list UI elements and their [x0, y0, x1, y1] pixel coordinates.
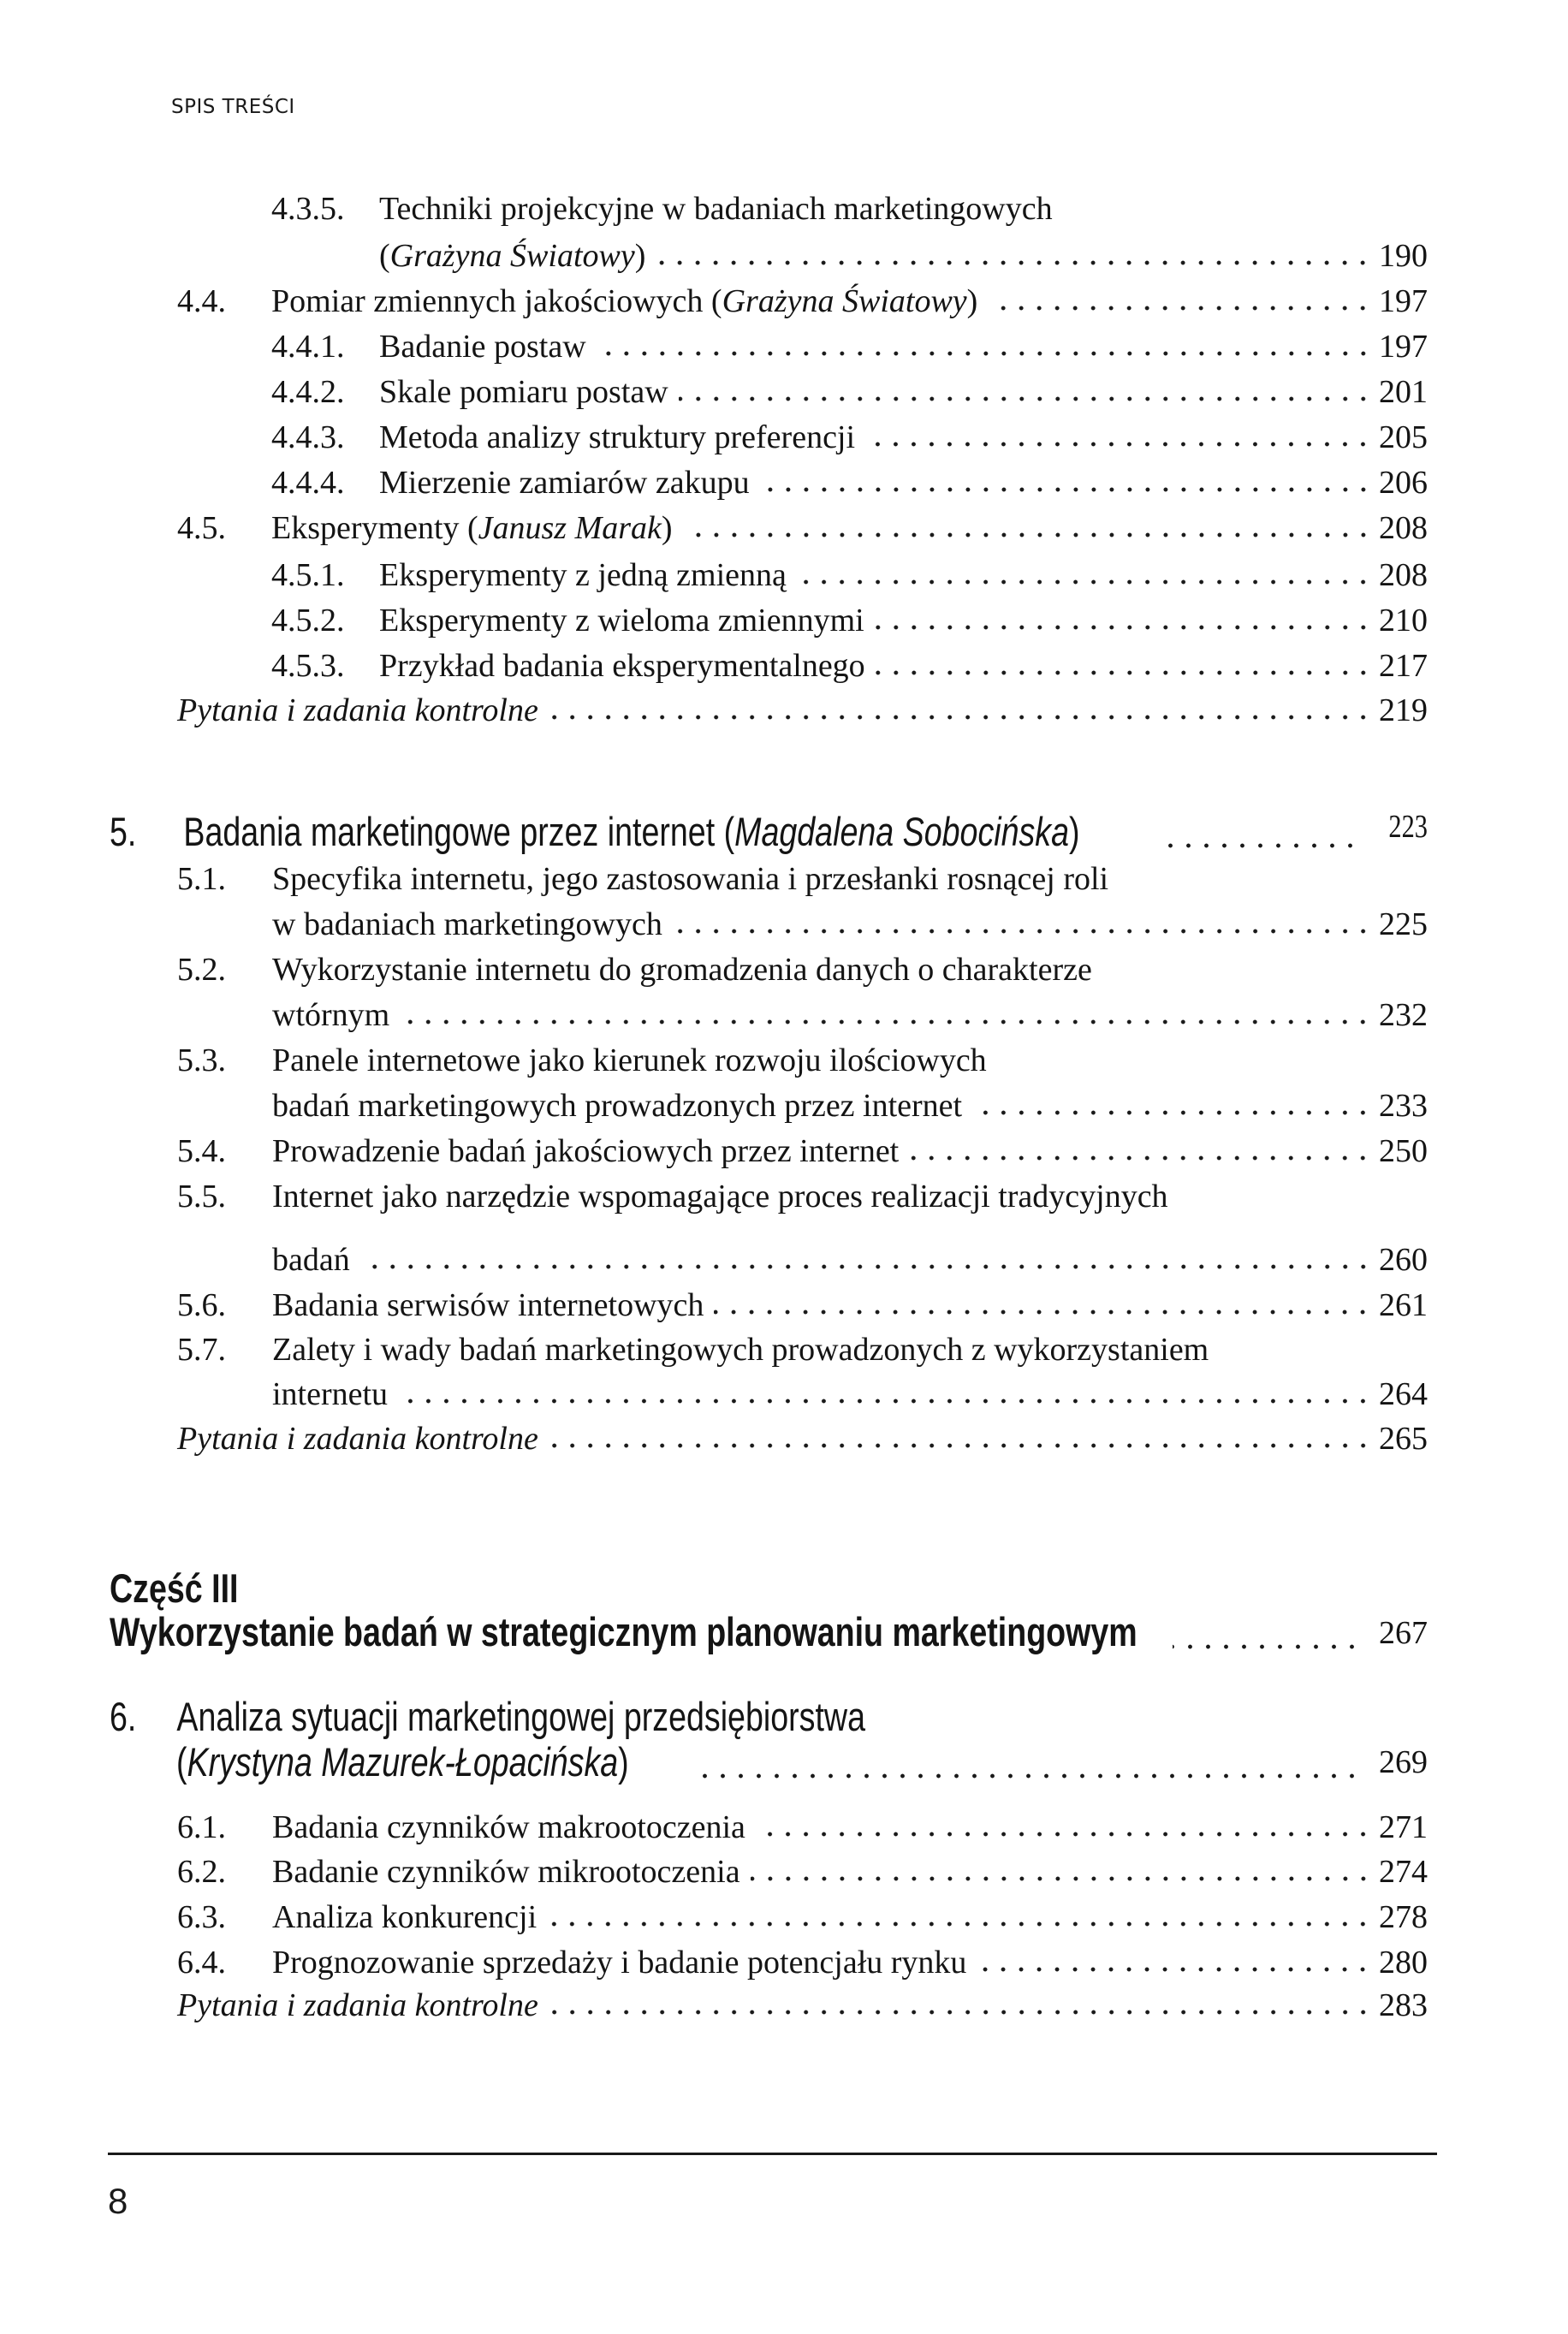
- entry-author: Janusz Marak: [478, 510, 662, 546]
- toc-entry-6-3[interactable]: [177, 1898, 1428, 1936]
- entry-number: 4.4.2.: [271, 374, 345, 410]
- toc-entry-6-4[interactable]: [177, 1944, 1428, 1981]
- dot-leader: [398, 1399, 1372, 1404]
- entry-number: 6.3.: [177, 1899, 226, 1935]
- toc-entry-5-5-cont[interactable]: [272, 1241, 1428, 1279]
- entry-number: 4.5.: [177, 510, 226, 546]
- entry-number: 5.1.: [177, 861, 226, 897]
- dot-leader: [1173, 1644, 1361, 1649]
- dot-leader: [972, 1110, 1372, 1115]
- dot-leader: [698, 1773, 1361, 1779]
- chapter-author: Krystyna Mazurek-Łopacińska: [187, 1739, 619, 1785]
- dot-leader: [797, 579, 1372, 585]
- entry-number: 6.1.: [177, 1809, 226, 1845]
- dot-leader: [673, 929, 1372, 934]
- dot-leader: [875, 625, 1372, 630]
- toc-entry-4-5-3[interactable]: [271, 647, 1428, 685]
- page-number: 210: [1379, 603, 1428, 638]
- page-number: 264: [1379, 1376, 1428, 1412]
- entry-author: Grażyna Światowy: [389, 238, 635, 274]
- entry-number: 5.6.: [177, 1287, 226, 1323]
- entry-title: Metoda analizy struktury preferencji: [379, 419, 856, 455]
- entry-title-cont: (Grażyna Światowy): [379, 238, 646, 274]
- entry-number: 4.4.: [177, 283, 226, 319]
- toc-entry-4-3-5[interactable]: [271, 190, 1428, 228]
- entry-title: Analiza konkurencji: [272, 1899, 538, 1935]
- entry-number: 4.5.2.: [271, 603, 345, 638]
- entry-title-cont: w badaniach marketingowych: [272, 906, 662, 942]
- dot-leader: [977, 1967, 1372, 1972]
- page-number: 267: [1379, 1615, 1428, 1651]
- entry-title: Skale pomiaru postaw: [379, 374, 668, 410]
- dot-leader: [1164, 843, 1359, 848]
- toc-entry-questions-5[interactable]: [177, 1420, 1428, 1458]
- page-number: 233: [1379, 1088, 1428, 1124]
- entry-number: 4.4.1.: [271, 329, 345, 365]
- entry-number: 5.2.: [177, 952, 226, 988]
- page-number: 206: [1379, 465, 1428, 501]
- entry-title: Mierzenie zamiarów zakupu: [379, 465, 750, 501]
- entry-title-cont: badań: [272, 1242, 350, 1278]
- dot-leader: [549, 1443, 1372, 1448]
- toc-entry-5-4[interactable]: [177, 1132, 1428, 1170]
- page-number: 197: [1379, 329, 1428, 365]
- toc-entry-4-3-5-cont[interactable]: [379, 237, 1428, 275]
- entry-title: Badanie czynników mikrootoczenia: [272, 1854, 740, 1890]
- toc-entry-4-4-1[interactable]: [271, 328, 1428, 365]
- entry-title: Pomiar zmiennych jakościowych (Grażyna Światowy): [271, 283, 978, 319]
- toc-entry-4-4-3[interactable]: [271, 419, 1428, 456]
- page-number: 260: [1379, 1242, 1428, 1278]
- toc-entry-4-5[interactable]: [177, 509, 1428, 547]
- chapter-title: Analiza sytuacji marketingowej przedsiębiorstwa: [176, 1694, 865, 1739]
- entry-number: 4.4.3.: [271, 419, 345, 455]
- part-3-label[interactable]: Część III: [110, 1565, 239, 1611]
- dot-leader: [360, 1264, 1372, 1269]
- toc-entry-5-1-cont[interactable]: [272, 906, 1428, 943]
- toc-entry-5-6[interactable]: [177, 1286, 1428, 1324]
- page-number: 217: [1379, 648, 1428, 684]
- dot-leader: [865, 442, 1372, 447]
- page-number: 223: [1388, 809, 1428, 845]
- page-number: 232: [1379, 997, 1428, 1033]
- dot-leader: [679, 396, 1372, 401]
- footer-rule: [108, 2153, 1437, 2155]
- page-number: 205: [1379, 419, 1428, 455]
- page-number: 265: [1379, 1421, 1428, 1457]
- toc-entry-4-4[interactable]: [177, 282, 1428, 320]
- entry-title: Badanie postaw: [379, 329, 586, 365]
- chapter-number: 5.: [110, 809, 137, 854]
- entry-number: 4.5.3.: [271, 648, 345, 684]
- entry-author: Grażyna Światowy: [722, 283, 967, 319]
- entry-title-cont: badań marketingowych prowadzonych przez internet: [272, 1088, 963, 1124]
- entry-title: Pytania i zadania kontrolne: [177, 1987, 538, 2023]
- toc-entry-4-5-1[interactable]: [271, 556, 1428, 594]
- page-number: 250: [1379, 1133, 1428, 1169]
- dot-leader: [714, 1310, 1372, 1315]
- entry-number: 4.3.5.: [271, 191, 345, 227]
- dot-leader: [876, 670, 1372, 675]
- page-number: 201: [1379, 374, 1428, 410]
- entry-number: 4.4.4.: [271, 465, 345, 501]
- chapter-6-author-line[interactable]: (Krystyna Mazurek-Łopacińska): [176, 1739, 629, 1785]
- entry-title: Zalety i wady badań marketingowych prowadzonych z wykorzystaniem: [272, 1332, 1209, 1368]
- page-number: 278: [1379, 1899, 1428, 1935]
- page-number: 208: [1379, 557, 1428, 593]
- page-number: 271: [1379, 1809, 1428, 1845]
- dot-leader: [400, 1019, 1372, 1024]
- page-number: 190: [1379, 238, 1428, 274]
- entry-number: 6.2.: [177, 1854, 226, 1890]
- entry-title: Badania czynników makrootoczenia: [272, 1809, 745, 1845]
- entry-title-cont: internetu: [272, 1376, 389, 1412]
- dot-leader: [909, 1155, 1372, 1161]
- dot-leader: [656, 260, 1372, 265]
- entry-number: 5.5.: [177, 1179, 226, 1215]
- dot-leader: [760, 487, 1372, 492]
- toc-entry-6-2[interactable]: [177, 1853, 1428, 1891]
- entry-number: 4.5.1.: [271, 557, 345, 593]
- dot-leader: [988, 306, 1372, 311]
- page-folio: 8: [108, 2181, 128, 2221]
- entry-title: Wykorzystanie internetu do gromadzenia danych o charakterze: [272, 952, 1092, 988]
- dot-leader: [597, 351, 1372, 356]
- chapter-5-heading[interactable]: 5. Badania marketingowe przez internet (Magdalena Sobocińska): [110, 809, 1080, 854]
- page-number: 208: [1379, 510, 1428, 546]
- chapter-number: 6.: [110, 1694, 137, 1739]
- page-number: 225: [1379, 906, 1428, 942]
- toc-entry-6-1[interactable]: [177, 1808, 1428, 1846]
- running-head: SPIS TREŚCI: [171, 96, 295, 118]
- toc-entry-5-3-cont[interactable]: [272, 1087, 1428, 1125]
- toc-entry-5-7-cont[interactable]: [272, 1375, 1428, 1413]
- entry-title: Prowadzenie badań jakościowych przez internet: [272, 1133, 900, 1169]
- toc-entry-5-5[interactable]: [177, 1178, 1428, 1215]
- dot-leader: [549, 715, 1372, 720]
- entry-title: Panele internetowe jako kierunek rozwoju ilościowych: [272, 1042, 987, 1078]
- entry-number: 5.3.: [177, 1042, 226, 1078]
- entry-title: Pytania i zadania kontrolne: [177, 692, 538, 728]
- toc-entry-5-1[interactable]: [177, 860, 1428, 898]
- page-number: 274: [1379, 1854, 1428, 1890]
- toc-entry-4-4-4[interactable]: [271, 464, 1428, 502]
- page-number: 219: [1379, 692, 1428, 728]
- dot-leader: [751, 1876, 1372, 1881]
- entry-title: Badania serwisów internetowych: [272, 1287, 704, 1323]
- toc-entry-5-2-cont[interactable]: [272, 996, 1428, 1034]
- entry-number: 5.4.: [177, 1133, 226, 1169]
- toc-entry-questions-6[interactable]: [177, 1987, 1428, 2024]
- entry-title: Eksperymenty z jedną zmienną: [379, 557, 787, 593]
- toc-entry-questions-4[interactable]: [177, 692, 1428, 729]
- entry-number: 5.7.: [177, 1332, 226, 1368]
- entry-title-cont: wtórnym: [272, 997, 390, 1033]
- toc-entry-4-5-2[interactable]: [271, 602, 1428, 639]
- entry-number: 6.4.: [177, 1945, 226, 1981]
- dot-leader: [549, 2010, 1372, 2015]
- dot-leader: [547, 1921, 1372, 1927]
- page-number: 283: [1379, 1987, 1428, 2023]
- entry-title: Specyfika internetu, jego zastosowania i przesłanki rosnącej roli: [272, 861, 1109, 897]
- entry-title: Eksperymenty (Janusz Marak): [271, 510, 673, 546]
- page-number: 197: [1379, 283, 1428, 319]
- entry-title: Przykład badania eksperymentalnego: [379, 648, 865, 684]
- dot-leader: [756, 1832, 1372, 1837]
- page-number: 269: [1379, 1744, 1428, 1780]
- toc-entry-5-3[interactable]: [177, 1042, 1428, 1079]
- page-number: 280: [1379, 1945, 1428, 1981]
- part-3-title[interactable]: Wykorzystanie badań w strategicznym planowaniu marketingowym: [110, 1609, 1137, 1654]
- entry-title: Eksperymenty z wieloma zmiennymi: [379, 603, 864, 638]
- entry-title: Internet jako narzędzie wspomagające proces realizacji tradycyjnych: [272, 1179, 1168, 1215]
- chapter-title: Badania marketingowe przez internet (: [183, 809, 735, 854]
- toc-entry-4-4-2[interactable]: [271, 373, 1428, 411]
- entry-title: Pytania i zadania kontrolne: [177, 1421, 538, 1457]
- toc-entry-5-2[interactable]: [177, 951, 1428, 989]
- page-number: 261: [1379, 1287, 1428, 1323]
- dot-leader: [683, 532, 1372, 537]
- chapter-author: Magdalena Sobocińska: [734, 809, 1070, 854]
- entry-title: Prognozowanie sprzedaży i badanie potencjału rynku: [272, 1945, 967, 1981]
- toc-entry-5-7[interactable]: [177, 1331, 1428, 1369]
- entry-title: Techniki projekcyjne w badaniach marketingowych: [379, 191, 1053, 227]
- chapter-6-heading[interactable]: [110, 1693, 1054, 1740]
